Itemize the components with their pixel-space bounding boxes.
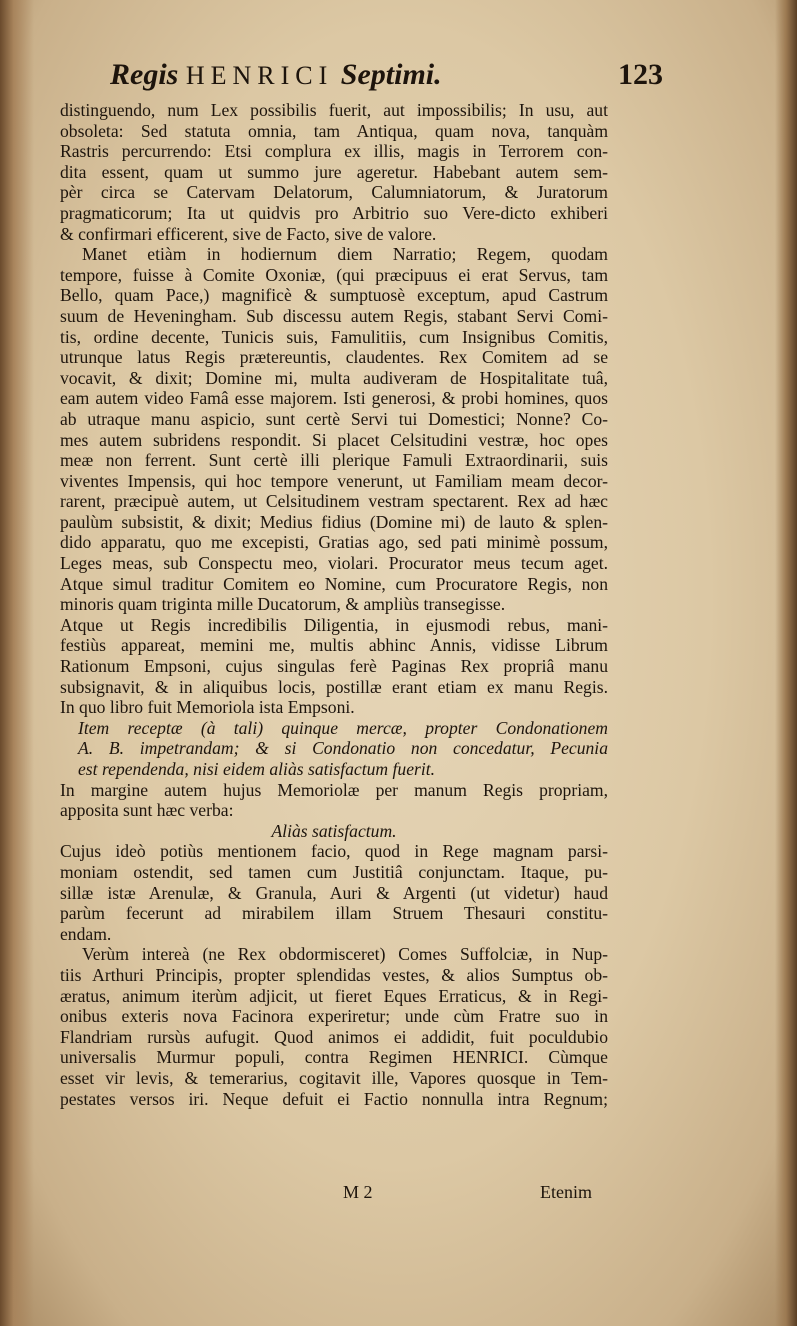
text-line: tempore, fuisse à Comite Oxoniæ, (qui præcipuus ei erat Servus, tam	[60, 264, 608, 285]
catchword: Etenim	[540, 1182, 592, 1202]
text-line: distinguendo, num Lex possibilis fuerit, aut impossibilis; In usu, aut	[60, 100, 608, 120]
text-line: minoris quam triginta mille Ducatorum, & ampliùs transegisse.	[60, 594, 506, 615]
text-line: Atque ut Regis incredibilis Diligentia, in ejusmodi rebus, mani-	[60, 614, 608, 635]
text-line: A. B. impetrandam; & si Condonatio non concedatur, Pecunia	[78, 738, 608, 759]
page-edge-shadow	[775, 0, 797, 1326]
text-line: eam autem video Famâ esse majorem. Isti generosi, & probi homines, quos	[60, 388, 608, 409]
text-line: festiùs appareat, memini me, multis abhinc Annis, vidisse Librum	[60, 635, 608, 656]
signature-mark: M 2	[343, 1182, 373, 1202]
running-head-part1: Regis	[110, 58, 179, 91]
body-text	[60, 100, 608, 1109]
page-gutter-shadow	[0, 0, 34, 1326]
text-line: universalis Murmur populi, contra Regimen HENRICI. Cùmque	[60, 1047, 608, 1068]
text-line: onibus exteris nova Facinora experiretur; unde cùm Fratre suo in	[60, 1006, 608, 1027]
running-head-part3: Septimi.	[340, 58, 442, 91]
text-line: æratus, animum iterùm adjicit, ut fieret Eques Erraticus, & in Regi-	[60, 985, 608, 1006]
text-line: subsignavit, & in aliquibus locis, postillæ erant etiam ex manu Regis.	[60, 676, 608, 697]
text-line: Flandriam rursùs aufugit. Quod animos ei addidit, fuit poculdubio	[60, 1026, 608, 1047]
text-line: dido apparatu, quo me excepisti, Gratias ago, sed pati minimè possum,	[60, 532, 608, 553]
text-line: Leges meas, sub Conspectu meo, violari. Procurator meus tecum aget.	[60, 553, 608, 574]
text-line: viventes Impensis, qui hoc tempore venerunt, ut Familiam meam decor-	[60, 470, 608, 491]
text-line: obsoleta: Sed statuta omnia, tam Antiqua, quam nova, tanquàm	[60, 120, 608, 141]
text-line: Rastris percurrendo: Etsi complura ex illis, magis in Terrorem con-	[60, 141, 608, 162]
running-head	[110, 58, 650, 98]
text-line: tiis Arthuri Principis, propter splendidas vestes, & alios Sumptus ob-	[60, 964, 608, 985]
text-line: In margine autem hujus Memoriolæ per manum Regis propriam,	[60, 779, 608, 800]
text-line: Cujus ideò potiùs mentionem facio, quod in Rege magnam parsi-	[60, 841, 608, 862]
text-line: mes autem subridens respondit. Si placet Celsitudini vestræ, hoc opes	[60, 429, 608, 450]
text-line: rarent, præcipuè autem, ut Celsitudinem vestram spectarent. Rex ad hæc	[60, 491, 608, 512]
text-line: paulùm subsistit, & dixit; Medius fidius (Domine mi) de lauto & splen-	[60, 511, 608, 532]
text-line: In quo libro fuit Memoriola ista Empsoni.	[60, 697, 355, 718]
text-line: utrunque latus Regis prætereuntis, claudentes. Rex Comitem ad se	[60, 347, 608, 368]
text-line: est rependenda, nisi eidem aliàs satisfactum fuerit.	[78, 759, 436, 779]
text-line: pragmaticorum; Ita ut quidvis pro Arbitrio suo Vere-dicto exhiberi	[60, 202, 608, 223]
text-line: moniam ostendit, sed tamen cum Justitiâ conjunctam. Itaque, pu-	[60, 861, 608, 882]
text-line: esset vir levis, & temerarius, cogitavit ille, Vapores quosque in Tem-	[60, 1067, 608, 1088]
text-line: dita essent, quam ut summo jure ageretur. Habebant autem sem-	[60, 161, 608, 182]
text-line: sillæ istæ Arenulæ, & Granula, Auri & Argenti (ut videtur) haud	[60, 882, 608, 903]
text-line: ab utraque manu aspicio, sunt certè Servi tui Domestici; Nonne? Co-	[60, 408, 608, 429]
text-line: parùm fecerunt ad mirabilem illam Struem Thesauri constitu-	[60, 903, 608, 924]
page-number: 123	[618, 58, 663, 91]
text-line: tis, ordine decente, Tunicis suis, Famulitiis, cum Insignibus Comitis,	[60, 326, 608, 347]
text-line: & confirmari efficerent, sive de Facto, sive de valore.	[60, 223, 437, 244]
text-line: apposita sunt hæc verba:	[60, 800, 234, 821]
running-head-part2: HENRICI	[185, 61, 334, 90]
text-line: Item receptæ (à tali) quinque mercæ, propter Condonationem	[78, 717, 608, 738]
text-line: pestates versos iri. Neque defuit ei Factio nonnulla intra Regnum;	[60, 1088, 608, 1109]
text-line: Rationum Empsoni, cujus singulas ferè Paginas Rex propriâ manu	[60, 656, 608, 677]
text-line: Atque simul traditur Comitem eo Nomine, cum Procuratore Regis, non	[60, 573, 608, 594]
text-line: Bello, quam Pace,) magnificè & sumptuosè exceptum, apud Castrum	[60, 285, 608, 306]
text-line: Manet etiàm in hodiernum diem Narratio; Regem, quodam	[82, 244, 608, 265]
text-line: pèr circa se Catervam Delatorum, Calumniatorum, & Juratorum	[60, 182, 608, 203]
text-line: Aliàs satisfactum.	[271, 820, 397, 841]
text-line: meæ non ferrent. Sunt certè illi plerique Famuli Extraordinarii, suis	[60, 450, 608, 471]
text-line: suum de Heveningham. Sub discessu autem Regis, stabant Servi Comi-	[60, 305, 608, 326]
text-line: vocavit, & dixit; Domine mi, multa audiveram de Hospitalitate tuâ,	[60, 367, 608, 388]
text-line: Verùm intereà (ne Rex obdormisceret) Comes Suffolciæ, in Nup-	[82, 944, 608, 965]
text-line: endam.	[60, 923, 112, 944]
